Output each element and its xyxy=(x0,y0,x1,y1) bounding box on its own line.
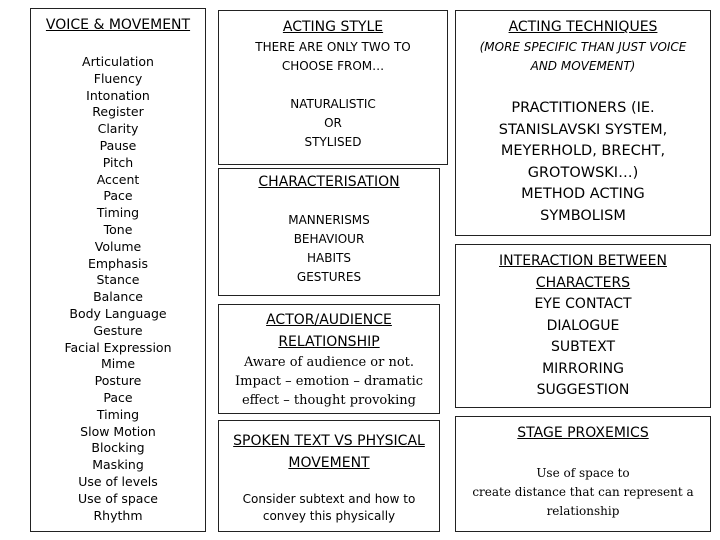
actor-audience-title: ACTOR/AUDIENCE xyxy=(266,312,392,328)
characterisation-item: GESTURES xyxy=(296,270,362,284)
interaction-item: EYE CONTACT xyxy=(534,296,632,312)
acting-style-option: STYLISED xyxy=(304,135,362,149)
spoken-text-box xyxy=(218,420,440,532)
interaction-title: CHARACTERS xyxy=(535,274,631,291)
interaction-item: MIRRORING xyxy=(542,360,624,377)
voice-movement-item: Fluency xyxy=(93,70,143,86)
voice-movement-item: Tone xyxy=(103,221,133,237)
acting-style-title: ACTING STYLE xyxy=(282,19,384,35)
spoken-text-line: Consider subtext and how to xyxy=(242,492,416,506)
interaction-box xyxy=(455,244,711,408)
spoken-text-title: MOVEMENT xyxy=(288,454,370,471)
acting-style-option: NATURALISTIC xyxy=(290,97,376,111)
acting-style-box xyxy=(218,10,448,165)
interaction-title: INTERACTION BETWEEN xyxy=(499,253,667,269)
stage-proxemics-line: relationship xyxy=(546,504,620,518)
acting-style-option: OR xyxy=(324,116,342,130)
characterisation-title: CHARACTERISATION xyxy=(258,174,400,190)
voice-movement-item: Pace xyxy=(103,188,133,204)
voice-movement-item: Use of levels xyxy=(78,473,158,489)
voice-movement-item: Pitch xyxy=(102,154,134,170)
voice-movement-item: Clarity xyxy=(97,121,139,137)
voice-movement-item: Pace xyxy=(103,389,133,405)
acting-techniques-line: METHOD ACTING xyxy=(521,186,645,202)
characterisation-item: HABITS xyxy=(307,251,351,265)
characterisation-box xyxy=(218,168,440,296)
voice-movement-item: Timing xyxy=(96,205,140,221)
stage-proxemics-line: Use of space to xyxy=(536,466,630,480)
acting-techniques-line: SYMBOLISM xyxy=(540,207,626,224)
voice-movement-item: Articulation xyxy=(82,54,154,69)
voice-movement-item: Use of space xyxy=(77,490,159,506)
stage-proxemics-title: STAGE PROXEMICS xyxy=(517,425,649,441)
characterisation-item: BEHAVIOUR xyxy=(293,232,365,246)
voice-movement-list xyxy=(31,54,205,524)
voice-movement-item: Register xyxy=(92,104,144,120)
interaction-item: SUGGESTION xyxy=(536,382,630,398)
acting-techniques-title: ACTING TECHNIQUES xyxy=(508,19,658,35)
actor-audience-line: effect – thought provoking xyxy=(241,393,416,408)
voice-movement-item: Timing xyxy=(96,406,140,422)
voice-movement-item: Slow Motion xyxy=(80,423,156,439)
voice-movement-box xyxy=(30,8,206,532)
acting-techniques-subtitle: AND MOVEMENT) xyxy=(530,59,636,73)
voice-movement-item: Mime xyxy=(100,356,136,372)
voice-movement-item: Posture xyxy=(94,373,142,389)
voice-movement-item: Intonation xyxy=(86,87,150,103)
interaction-item: DIALOGUE xyxy=(546,317,620,334)
voice-movement-item: Body Language xyxy=(69,305,167,321)
actor-audience-title: RELATIONSHIP xyxy=(278,333,380,350)
voice-movement-item: Emphasis xyxy=(87,255,149,271)
stage-proxemics-line: create distance that can represent a xyxy=(472,485,694,499)
acting-techniques-line: PRACTITIONERS (IE. xyxy=(511,100,655,116)
voice-movement-item: Balance xyxy=(93,289,143,305)
voice-movement-item: Masking xyxy=(92,457,144,473)
characterisation-item: MANNERISMS xyxy=(288,213,370,227)
stage-proxemics-box xyxy=(455,416,711,532)
voice-movement-item: Facial Expression xyxy=(64,339,172,355)
spoken-text-line: convey this physically xyxy=(262,509,396,523)
spoken-text-title: SPOKEN TEXT VS PHYSICAL xyxy=(233,433,425,449)
voice-movement-item: Volume xyxy=(94,238,142,254)
voice-movement-item: Rhythm xyxy=(93,507,143,523)
acting-style-intro-line: THERE ARE ONLY TWO TO xyxy=(255,40,411,54)
voice-movement-item: Pause xyxy=(99,137,137,153)
acting-techniques-subtitle: (MORE SPECIFIC THAN JUST VOICE xyxy=(479,40,687,54)
interaction-item: SUBTEXT xyxy=(550,339,616,355)
voice-movement-item: Gesture xyxy=(93,322,143,338)
actor-audience-line: Aware of audience or not. xyxy=(244,355,414,370)
acting-techniques-line: GROTOWSKI…) xyxy=(527,164,639,181)
actor-audience-box xyxy=(218,304,440,414)
acting-techniques-line: MEYERHOLD, BRECHT, xyxy=(500,143,666,159)
acting-style-intro-line: CHOOSE FROM… xyxy=(281,59,385,73)
voice-movement-item: Blocking xyxy=(91,440,145,456)
acting-techniques-line: STANISLAVSKI SYSTEM, xyxy=(498,121,668,138)
voice-movement-item: Stance xyxy=(96,272,140,288)
acting-techniques-box xyxy=(455,10,711,236)
actor-audience-line: Impact – emotion – dramatic xyxy=(234,374,424,389)
voice-movement-item: Accent xyxy=(96,171,140,187)
voice-movement-title: VOICE & MOVEMENT xyxy=(45,17,191,33)
